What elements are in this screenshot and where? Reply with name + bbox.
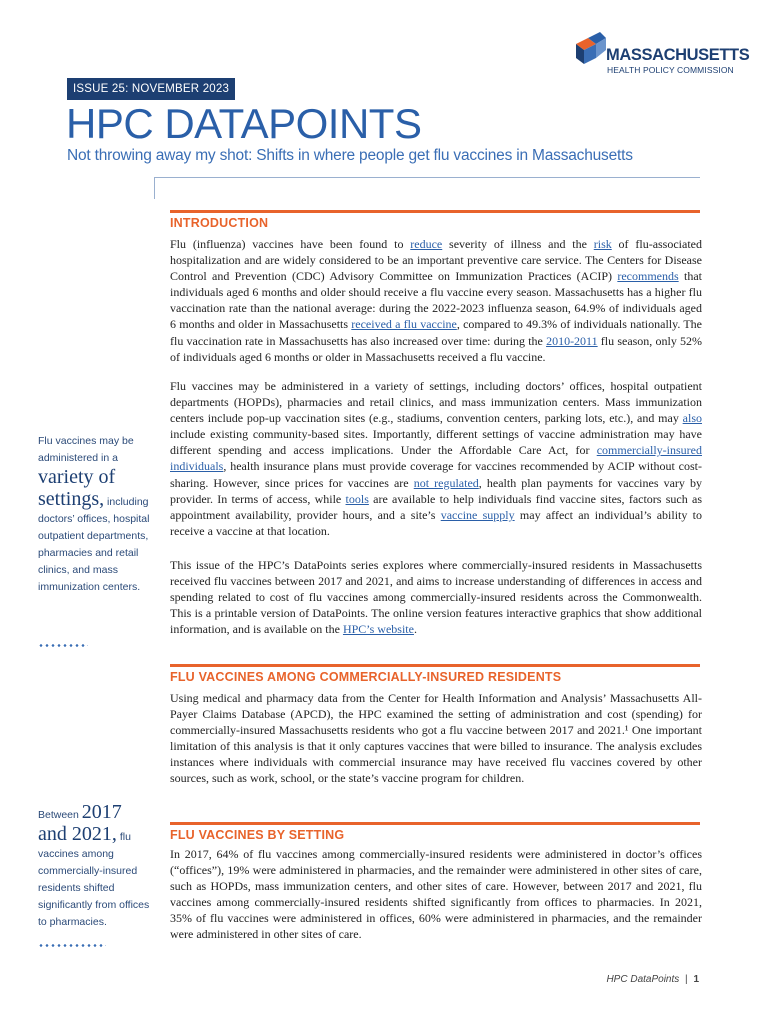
text: . — [413, 622, 417, 637]
header-divider-vertical — [154, 177, 155, 199]
issue-badge: ISSUE 25: NOVEMBER 2023 — [67, 78, 235, 100]
text: are available to help individuals find vaccine sites, factors such as appointment availability, provider hours, and a site’s — [170, 491, 702, 522]
sidebar-callout-years — [38, 802, 150, 931]
section-heading-by-setting: FLU VACCINES BY SETTING — [170, 822, 700, 842]
text: severity of illness and the — [442, 237, 594, 251]
massachusetts-map-logo-icon — [568, 30, 608, 70]
text: include existing community-based sites. Importantly, different settings of vaccine administration may have different spending and access implications. Under the Affordable Care Act, for — [170, 427, 702, 458]
link-risk[interactable]: risk — [593, 237, 612, 251]
link-2010-2011[interactable]: 2010-2011 — [546, 333, 598, 348]
page-title: HPC DATAPOINTS — [66, 100, 422, 147]
intro-paragraph-3 — [170, 557, 702, 637]
callout-highlight: 2017 and 2021, — [38, 801, 122, 845]
section-heading-introduction: INTRODUCTION — [170, 210, 700, 230]
callout-lead: Flu vaccines may be administered in a — [38, 435, 134, 464]
hpc-logo — [568, 30, 750, 76]
text: , health insurance plans must provide coverage for vaccines recommended by ACIP without cost-sharing. However, since prices for vaccines are — [170, 459, 702, 490]
footer-separator: | — [685, 974, 688, 985]
sidebar-dots-divider — [38, 944, 106, 947]
link-reduce[interactable]: reduce — [410, 237, 443, 251]
link-also[interactable]: also — [682, 411, 702, 426]
logo-subtitle: HEALTH POLICY COMMISSION — [607, 65, 734, 75]
sidebar-dots-divider — [38, 644, 88, 647]
callout-text: including doctors’ offices, hospital outpatient departments, pharmacies and retail clinics, and mass immunization centers. — [38, 496, 150, 593]
header-divider — [154, 177, 700, 178]
text: , health plan payments for vaccines vary by provider. In terms of access, while — [170, 475, 703, 506]
link-hpc-website[interactable]: HPC’s website — [342, 622, 414, 637]
link-recommends[interactable]: recommends — [617, 269, 679, 284]
logo-name: MASSACHUSETTS — [606, 46, 750, 64]
link-commercially-insured-individuals[interactable]: commercially-insured individuals — [170, 443, 702, 474]
text: of flu-associated hospitalization and are widely considered to be an important preventive care service. The Centers for Disease Control and Prevention (CDC) Advisory Committee on Immunization Practices (ACIP) — [170, 237, 703, 284]
footer-label: HPC DataPoints — [606, 974, 680, 985]
page-number: 1 — [693, 974, 699, 985]
section-heading-commercially-insured: FLU VACCINES AMONG COMMERCIALLY-INSURED RESIDENTS — [170, 664, 700, 684]
text: , compared to 49.3% of individuals nationally. The flu vaccination rate in Massachusetts has also increased over time: during the — [170, 317, 702, 348]
text: Flu (influenza) vaccines have been found to — [170, 237, 411, 251]
page-subtitle: Not throwing away my shot: Shifts in where people get flu vaccines in Massachusetts — [67, 147, 633, 164]
link-not-regulated[interactable]: not regulated — [413, 475, 479, 490]
page-footer — [606, 974, 699, 985]
text: flu season, only 52% of individuals aged 6 months or older in Massachusetts received a flu vaccine. — [170, 333, 702, 364]
text: This issue of the HPC’s DataPoints series explores where commercially-insured residents in Massachusetts received flu vaccines between 2017 and 2021, and aims to increase understanding of differences in access and spending related to cost of flu vaccines among commercially-insured residents across the Commonwealth. This is a printable version of DataPoints. The online version features interactive graphics that show additional information, and is available on the — [170, 558, 702, 637]
callout-highlight: variety of settings, — [38, 466, 116, 510]
callout-text: flu vaccines among commercially-insured residents shifted significantly from offices to pharmacies. — [38, 831, 150, 928]
link-tools[interactable]: tools — [345, 491, 369, 506]
sidebar-callout-settings — [38, 433, 150, 596]
text: may affect an individual’s ability to receive a vaccine at that location. — [170, 507, 702, 538]
text: Flu vaccines may be administered in a variety of settings, including doctors’ offices, hospital outpatient departments (HOPDs), pharmacies and retail clinics, and mass immunization centers. Mass immunization centers include pop-up vaccination sites (e.g., stadiums, convention centers, parking lots, etc.), and may — [170, 379, 702, 426]
setting-paragraph: In 2017, 64% of flu vaccines among commercially-insured residents were administered in doctor’s offices (“offices”), 19% were administered in pharmacies, and the remainder were administered in other sites of care, such as HOPDs, mass immunization centers, and other sites of care. However, between 2017 and 2021, flu vaccines among commercially-insured residents shifted significantly from offices to pharmacies. In 2021, 35% of flu vaccines were administered in offices, 60% were administered in pharmacies, and the remainder were administered in other sites of care. — [170, 847, 702, 942]
intro-paragraph-1 — [170, 236, 702, 365]
link-vaccine-supply[interactable]: vaccine supply — [440, 507, 515, 522]
text: that individuals aged 6 months and older should receive a flu vaccine every season. Massachusetts has a higher flu vaccination rate than the national average: during the 2022-2023 influenza season, 64.9% of individuals aged 6 months and older in Massachusetts — [170, 269, 702, 332]
intro-paragraph-2 — [170, 378, 702, 539]
callout-lead: Between — [38, 809, 79, 821]
link-received-flu-vaccine[interactable]: received a flu vaccine — [351, 317, 457, 332]
commercial-paragraph: Using medical and pharmacy data from the Center for Health Information and Analysis’ Massachusetts All-Payer Claims Database (APCD), the HPC examined the setting of administration and cost (spending) for commercially-insured Massachusetts residents who got a flu vaccine between 2017 and 2021.¹ One important limitation of this analysis is that it only captures vaccines that were billed to insurance. The analysis excludes instances where individuals with commercial insurance may have received flu vaccines covered by other sources, such as work, school, or the state’s vaccine program for children. — [170, 691, 702, 786]
